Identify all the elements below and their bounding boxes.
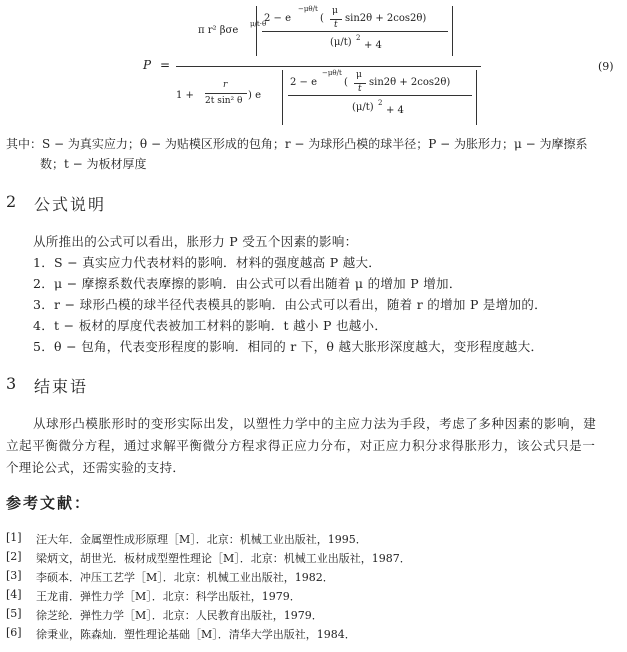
denominator-r-line: [205, 93, 247, 94]
denominator-den-mu: (μ/t): [352, 102, 374, 113]
numerator-frac-mu: μ: [332, 6, 338, 16]
section-2-item: 3．r − 球形凸模的球半径代表模具的影响．由公式可以看出，随着 r 的增加 P 是增加的．: [33, 297, 547, 312]
numerator-den-plus: + 4: [364, 40, 382, 51]
equation-number: (9): [598, 60, 614, 73]
reference-number: [2]: [6, 550, 22, 563]
section-2-item: 4．t − 板材的厚度代表被加工材料的影响．t 越小 P 也越小．: [33, 318, 388, 333]
numerator-den-square: 2: [356, 34, 361, 42]
denominator-inner-top: 2 − e: [290, 77, 318, 88]
numerator-inner-exponent: −μθ/t: [298, 5, 318, 13]
numerator-right-bracket: [452, 6, 453, 56]
numerator-prefix: π r² βσe: [198, 25, 239, 36]
where-line-1: 其中：S − 为真实应力；θ − 为贴模区形成的包角；r − 为球形凸模的球半径；P − 为胀形力；μ − 为摩擦系: [6, 137, 588, 151]
denominator-inner-fraction-line: [288, 95, 472, 96]
section-3-paragraph-line: 个理论公式，还需实验的支持．: [6, 460, 186, 475]
reference-number: [1]: [6, 531, 22, 544]
denominator-right-bracket: [476, 70, 477, 125]
denominator-paren: (: [344, 77, 348, 88]
denominator-left-bracket: [282, 70, 283, 125]
formula-equals: =: [160, 58, 171, 72]
denominator-r: r: [223, 80, 228, 90]
reference-number: [6]: [6, 626, 22, 639]
section-2-item: 2．μ − 摩擦系数代表摩擦的影响．由公式可以看出随着 μ 的增加 P 增加．: [33, 276, 462, 291]
reference-text: 王龙甫．弹性力学［M］．北京：科学出版社，1979．: [36, 590, 301, 603]
reference-text: 梁炳文，胡世光．板材成型塑性理论［M］．北京：机械工业出版社，1987．: [36, 552, 411, 565]
numerator-sin-term: sin2θ + 2cos2θ): [345, 13, 427, 24]
section-3-paragraph-line: 从球形凸模胀形时的变形实际出发，以塑性力学中的主应力法为手段，考虑了多种因素的影响，建: [33, 416, 597, 431]
section-2-item: 5．θ − 包角，代表变形程度的影响．相同的 r 下，θ 越大胀形深度越大，变形程度越大．: [33, 339, 544, 354]
numerator-left-bracket: [256, 6, 257, 56]
numerator-paren: (: [320, 13, 324, 24]
numerator-inner-top: 2 − e: [264, 13, 292, 24]
denominator-one: 1 +: [176, 90, 194, 101]
formula-lhs: P: [143, 58, 152, 72]
reference-text: 徐芝纶．弹性力学［M］．北京：人民教育出版社，1979．: [36, 609, 323, 622]
denominator-2tsin: 2t sin² θ: [205, 96, 243, 106]
numerator-den-mu: (μ/t): [330, 37, 352, 48]
main-fraction-line: [176, 66, 481, 67]
denominator-e: ) e: [248, 90, 261, 101]
denominator-den-square: 2: [378, 99, 383, 107]
numerator-frac-t: t: [334, 20, 338, 30]
denominator-sin-term: sin2θ + 2cos2θ): [369, 77, 451, 88]
reference-number: [4]: [6, 588, 22, 601]
reference-number: [5]: [6, 607, 22, 620]
numerator-exponent: μ/t·θ: [250, 20, 267, 28]
denominator-frac-t: t: [358, 84, 362, 94]
section-2-item: 1．S − 真实应力代表材料的影响．材料的强度越高 P 越大．: [33, 255, 382, 270]
section-3-number: 3: [6, 374, 19, 393]
section-3-paragraph-line: 立起平衡微分方程，通过求解平衡微分方程求得正应力分布，对正应力积分求得胀形力，该公式只是一: [6, 438, 596, 453]
where-line-2: 数；t − 为板材厚度: [40, 157, 147, 171]
reference-text: 李硕本．冲压工艺学［M］．北京：机械工业出版社，1982．: [36, 571, 334, 584]
denominator-frac-mu: μ: [356, 70, 362, 80]
section-2-title: 公式说明: [34, 195, 107, 214]
denominator-den-plus: + 4: [386, 105, 404, 116]
section-2-number: 2: [6, 192, 19, 211]
reference-number: [3]: [6, 569, 22, 582]
section-3-title: 结束语: [34, 377, 89, 396]
reference-text: 徐秉业，陈森灿．塑性理论基础［M］．清华大学出版社，1984．: [36, 628, 356, 641]
numerator-inner-fraction-line: [262, 31, 448, 32]
references-title: 参考文献：: [6, 494, 92, 512]
reference-text: 汪大年．金属塑性成形原理［M］．北京：机械工业出版社，1995．: [36, 533, 367, 546]
section-2-intro: 从所推出的公式可以看出，胀形力 P 受五个因素的影响：: [33, 234, 358, 249]
denominator-inner-exponent: −μθ/t: [322, 69, 342, 77]
